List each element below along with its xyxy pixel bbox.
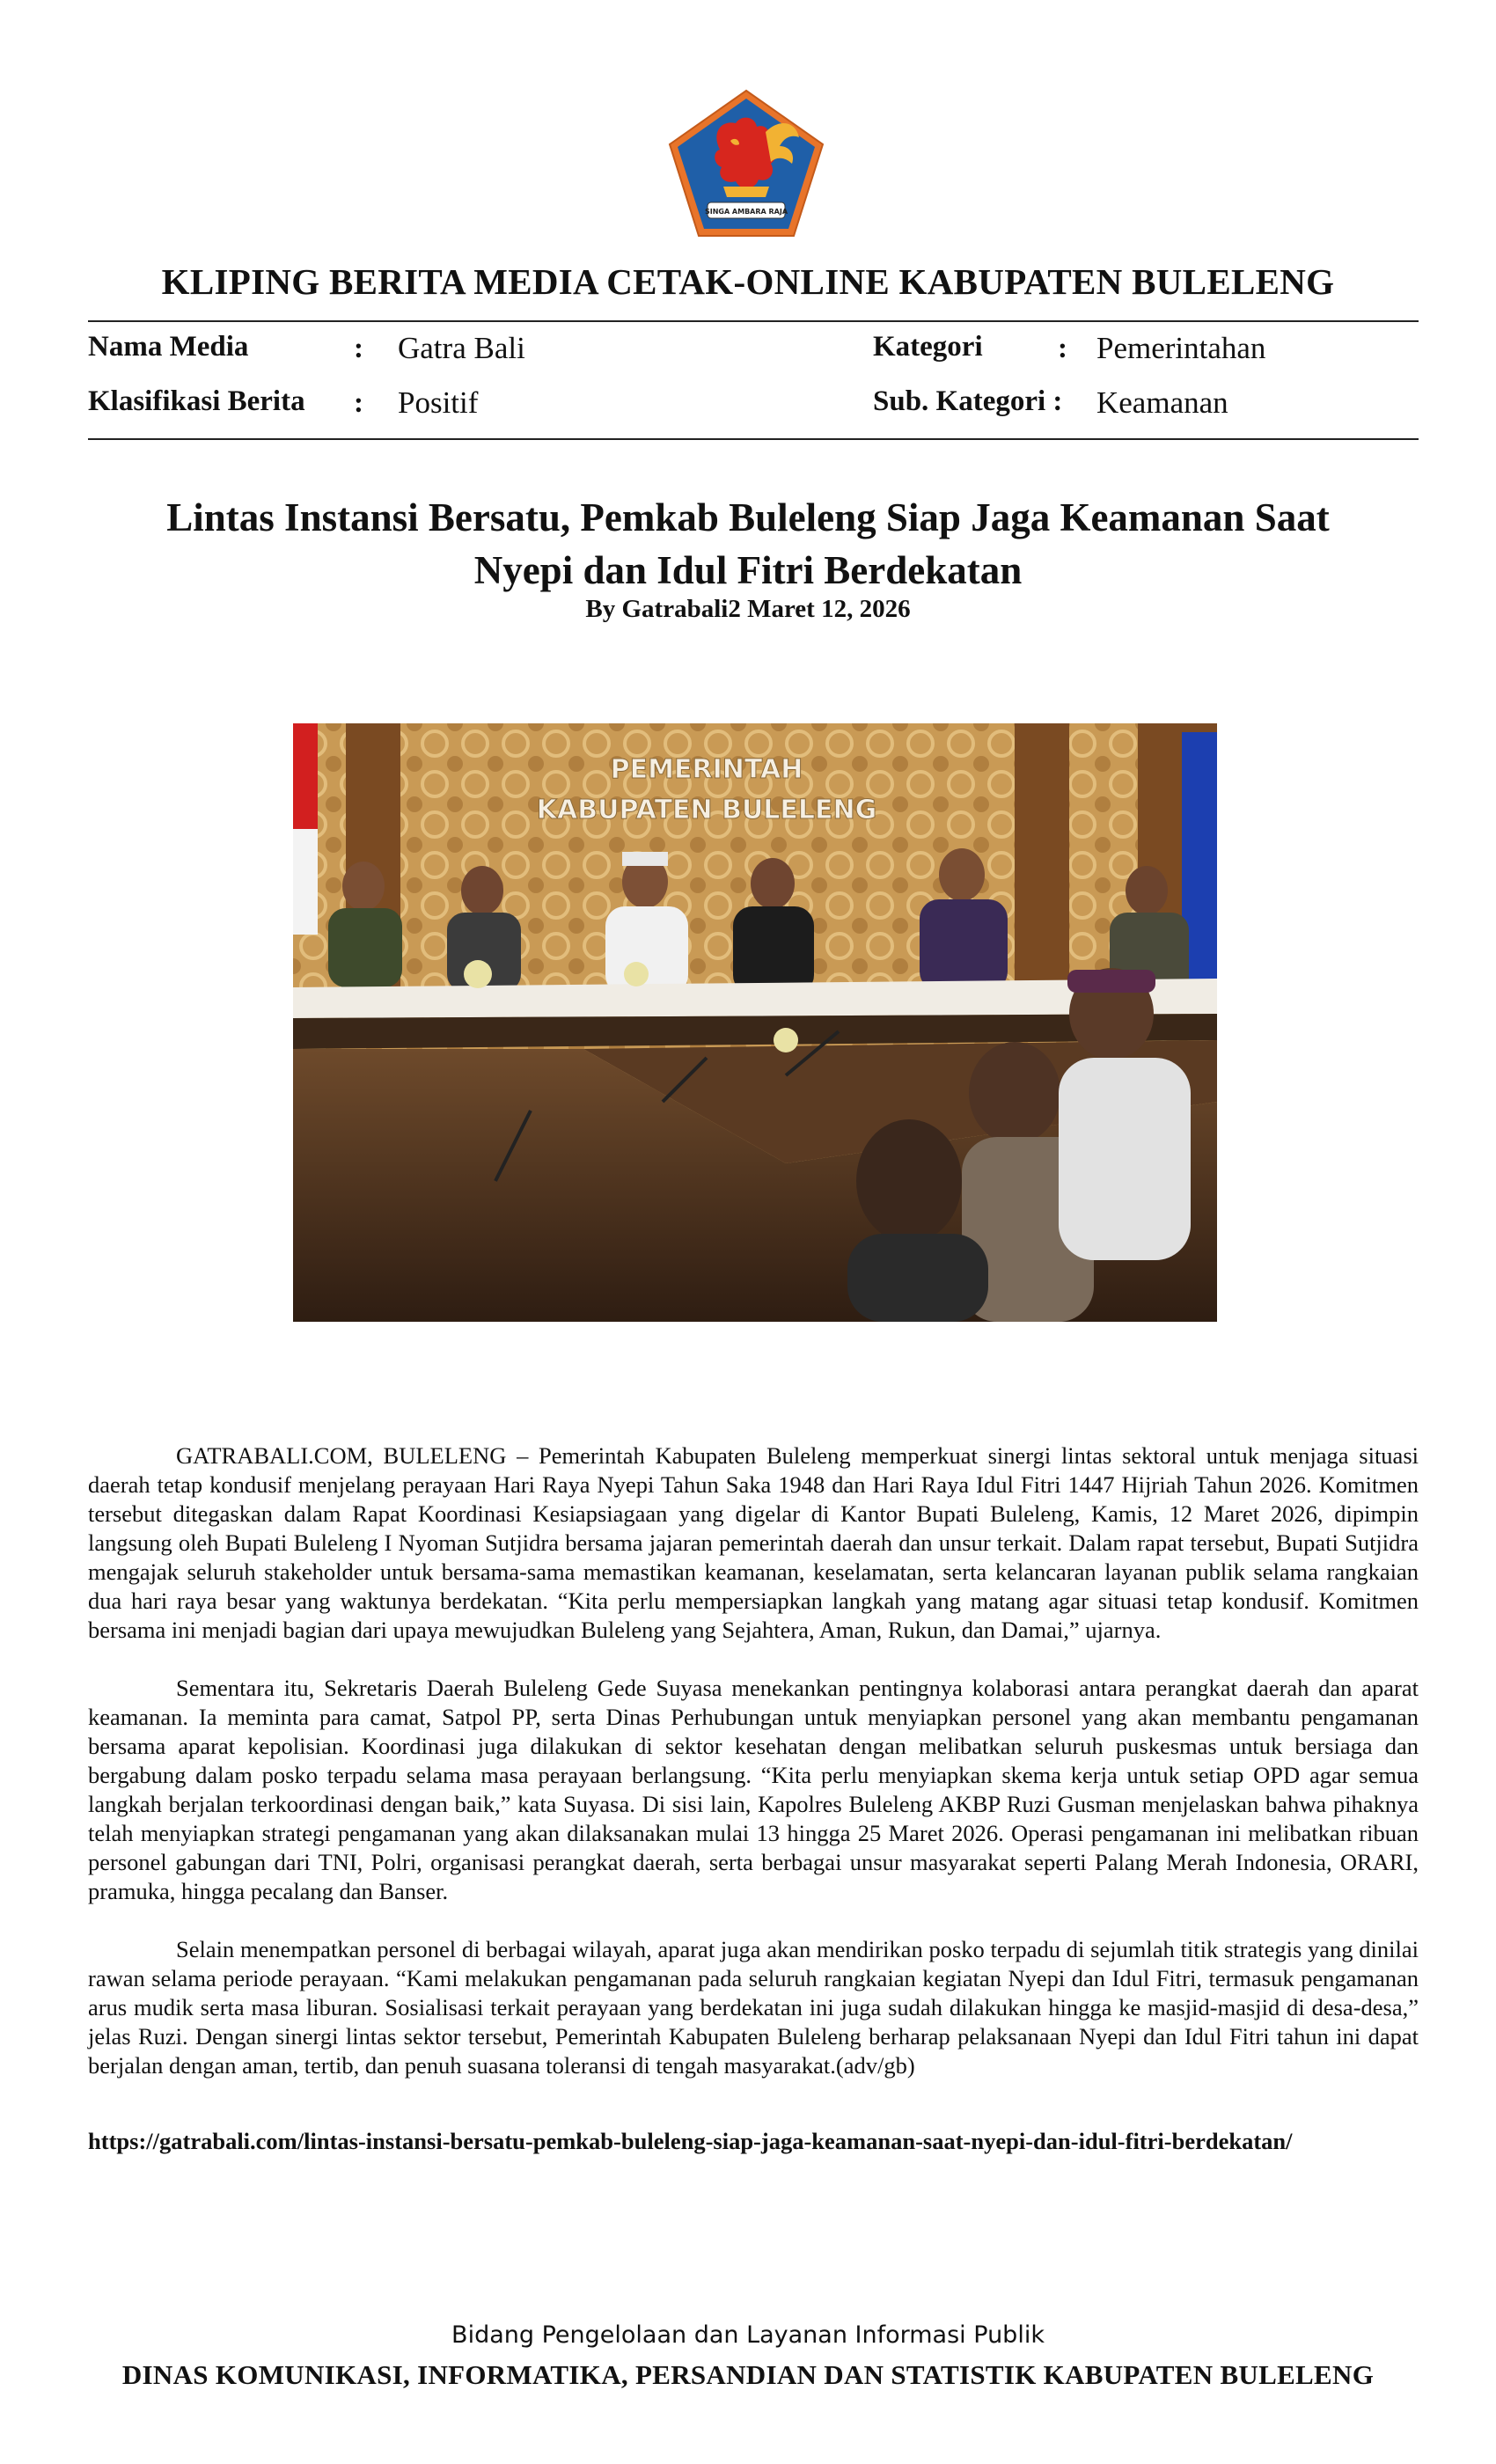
article-headline (88, 491, 1408, 597)
article-photo (293, 723, 1217, 1322)
nama-media-label: Nama Media (88, 331, 249, 363)
headline-line-2: Nyepi dan Idul Fitri Berdekatan (473, 548, 1023, 592)
logo-motto: SINGA AMBARA RAJA (704, 208, 788, 216)
article-paragraph-3: Selain menempatkan personel di berbagai wilayah, aparat juga akan mendirikan posko terpadu di sejumlah titik strategis yang dinilai rawan selama periode perayaan. “Kami melakukan pengamanan pada seluruh rangkaian kegiatan Nyepi dan Idul Fitri, termasuk pengamanan arus mudik serta masa liburan. Sosialisasi terkait perayaan yang berdekatan ini juga sudah dilakukan hingga ke masjid-masjid di desa-desa,” jelas Ruzi. Dengan sinergi lintas sektor tersebut, Pemerintah Kabupaten Buleleng berharap pelaksanaan Nyepi dan Idul Fitri tahun ini dapat berjalan dengan aman, tertib, dan penuh suasana toleransi di tengah masyarakat.(adv/gb) (88, 1936, 1419, 2079)
source-url-link[interactable]: https://gatrabali.com/lintas-instansi-bersatu-pemkab-buleleng-siap-jaga-keamanan-saat-nyepi-dan-idul-fitri-berdekatan/ (88, 2128, 1293, 2154)
klasifikasi-colon: : (354, 387, 363, 419)
kategori-colon: : (1058, 333, 1067, 364)
sub-kategori-value: Keamanan (1096, 385, 1228, 420)
article-paragraph-2: Sementara itu, Sekretaris Daerah Buleleng Gede Suyasa menekankan pentingnya kolaborasi antara perangkat daerah dan aparat keamanan. Ia meminta para camat, Satpol PP, serta Dinas Perhubungan untuk menyiapkan personel yang akan membantu pengamanan bersama aparat kepolisian. Koordinasi juga dilakukan di sektor kesehatan dengan melibatkan seluruh puskesmas untuk bersiaga dan bergabung dalam posko terpadu selama masa perayaan berlangsung. “Kita perlu menyiapkan skema kerja untuk setiap OPD agar semua langkah berjalan terkoordinasi dengan baik,” kata Suyasa. Di sisi lain, Kapolres Buleleng AKBP Ruzi Gusman menjelaskan bahwa pihaknya telah menyiapkan strategi pengamanan yang akan dilaksanakan mulai 13 hingga 25 Maret 2026. Operasi pengamanan ini melibatkan ribuan personel gabungan dari TNI, Polri, organisasi perangkat daerah, serta berbagai unsur masyarakat seperti Palang Merah Indonesia, ORARI, pramuka, hingga pecalang dan Banser. (88, 1675, 1419, 1904)
klasifikasi-value: Positif (398, 385, 479, 420)
buleleng-crest-logo (667, 88, 825, 239)
footer-division: Bidang Pengelolaan dan Layanan Informasi Publik (451, 2321, 1045, 2349)
divider-top (88, 320, 1419, 322)
footer-agency: DINAS KOMUNIKASI, INFORMATIKA, PERSANDIAN DAN STATISTIK KABUPATEN BULELENG (121, 2359, 1375, 2390)
article-paragraph-1: GATRABALI.COM, BULELENG – Pemerintah Kabupaten Buleleng memperkuat sinergi lintas sektoral untuk menjaga situasi daerah tetap kondusif menjelang perayaan Hari Raya Nyepi Tahun Saka 1948 dan Hari Raya Idul Fitri 1447 Hijriah Tahun 2026. Komitmen tersebut ditegaskan dalam Rapat Koordinasi Kesiapsiagaan yang digelar di Kantor Bupati Buleleng, Kamis, 12 Maret 2026, dipimpin langsung oleh Bupati Buleleng I Nyoman Sutjidra bersama jajaran pemerintah daerah dan unsur terkait. Dalam rapat tersebut, Bupati Sutjidra mengajak seluruh stakeholder untuk bersama-sama memastikan keamanan, keselamatan, serta kelancaran layanan publik selama rangkaian dua hari raya besar yang waktunya berdekatan. “Kita perlu mempersiapkan langkah yang matang agar situasi tetap kondusif. Komitmen bersama ini menjadi bagian dari upaya mewujudkan Buleleng yang Sejahtera, Aman, Rukun, dan Damai,” ujarnya. (88, 1442, 1419, 1643)
article-body (88, 1441, 1419, 2109)
kategori-value: Pemerintahan (1096, 331, 1266, 365)
nama-media-value: Gatra Bali (398, 331, 525, 365)
document-title: KLIPING BERITA MEDIA CETAK-ONLINE KABUPATEN BULELENG (161, 261, 1335, 302)
photo-sign-line-1: PEMERINTAH (610, 754, 803, 785)
headline-line-1: Lintas Instansi Bersatu, Pemkab Buleleng Siap Jaga Keamanan Saat (166, 495, 1330, 539)
sub-kategori-label: Sub. Kategori : (873, 385, 1063, 417)
nama-media-colon: : (354, 333, 363, 364)
divider-bottom (88, 438, 1419, 440)
kategori-label: Kategori (873, 331, 983, 363)
klasifikasi-label: Klasifikasi Berita (88, 385, 305, 417)
article-byline: By Gatrabali2 Maret 12, 2026 (585, 595, 911, 623)
photo-sign-line-2: KABUPATEN BULELENG (536, 795, 877, 825)
